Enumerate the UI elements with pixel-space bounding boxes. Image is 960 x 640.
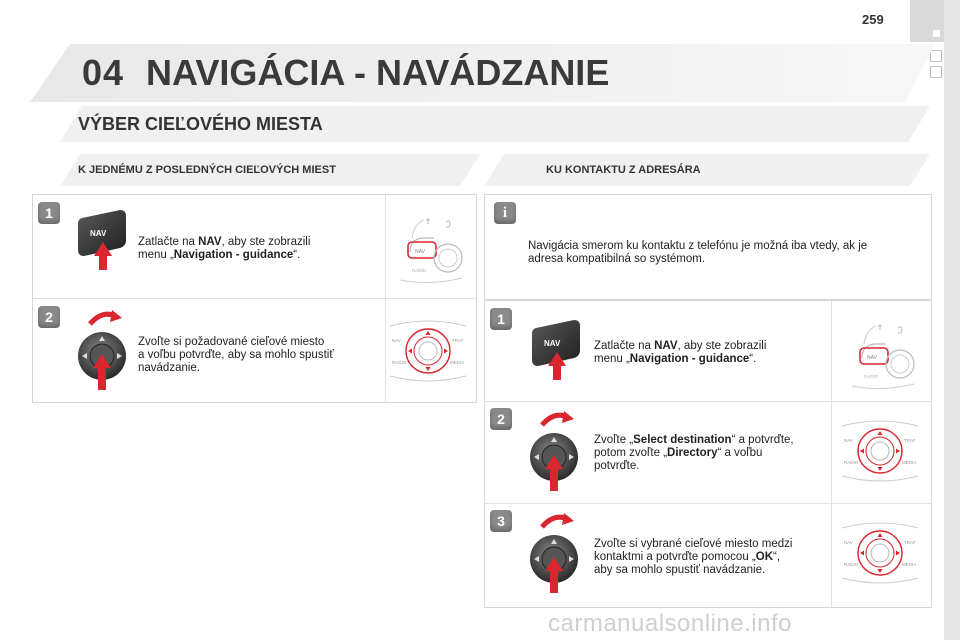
control-panel-illustration bbox=[386, 318, 470, 384]
step-number-badge: 2 bbox=[38, 306, 60, 328]
chapter-number: 04 bbox=[82, 52, 125, 93]
nav-button-press-icon bbox=[76, 206, 130, 272]
step-number-badge: 3 bbox=[490, 510, 512, 532]
nav-panel-illustration bbox=[840, 318, 920, 390]
right-step-2-text: Zvoľte „Select destination“ a potvrďte, potom zvoľte „Directory“ a voľbu potvrďte. bbox=[594, 434, 794, 472]
svg-text:MEDIA: MEDIA bbox=[902, 562, 917, 567]
left-step-1-text: Zatlačte na NAV, aby ste zobrazili menu „Navigation - guidance“. bbox=[138, 236, 311, 261]
svg-text:RADIO: RADIO bbox=[412, 268, 427, 273]
svg-text:NAV: NAV bbox=[90, 229, 107, 238]
step-number-badge: 1 bbox=[38, 202, 60, 224]
info-text: Navigácia smerom ku kontaktu z telefónu je možná iba vtedy, ak je adresa kompatibilná so systémom. bbox=[528, 240, 868, 265]
page-corner-tab bbox=[910, 0, 944, 42]
svg-text:NAV: NAV bbox=[867, 355, 877, 361]
svg-text:RADIO: RADIO bbox=[844, 460, 859, 465]
page-number: 259 bbox=[862, 12, 884, 27]
svg-text:MEDIA: MEDIA bbox=[902, 460, 917, 465]
svg-text:NAV: NAV bbox=[844, 540, 853, 545]
chapter-title: NAVIGÁCIA - NAVÁDZANIE bbox=[146, 52, 610, 93]
info-icon: i bbox=[494, 202, 516, 224]
left-heading: K JEDNÉMU Z POSLEDNÝCH CIEĽOVÝCH MIEST bbox=[78, 164, 336, 176]
left-step-2-text: Zvoľte si požadované cieľové miesto a voľbu potvrďte, aby sa mohlo spustiť navádzanie. bbox=[138, 336, 334, 374]
rotary-knob-press-icon bbox=[68, 310, 138, 392]
control-panel-illustration bbox=[838, 520, 922, 586]
right-step-3-text: Zvoľte si vybrané cieľové miesto medzi kontaktmi a potvrďte pomocou „OK“, aby sa mohlo spustiť navádzanie. bbox=[594, 538, 793, 576]
svg-text:NAV: NAV bbox=[392, 338, 401, 343]
control-panel-illustration bbox=[838, 418, 922, 484]
section-title: VÝBER CIEĽOVÉHO MIESTA bbox=[78, 114, 323, 134]
svg-text:TRAF: TRAF bbox=[904, 540, 916, 545]
svg-text:NAV: NAV bbox=[544, 339, 561, 348]
svg-text:TRAF: TRAF bbox=[452, 338, 464, 343]
right-heading: KU KONTAKTU Z ADRESÁRA bbox=[546, 164, 701, 176]
rotary-knob-press-icon bbox=[520, 410, 590, 494]
svg-text:NAV: NAV bbox=[844, 438, 853, 443]
right-step-1-text: Zatlačte na NAV, aby ste zobrazili menu „Navigation - guidance“. bbox=[594, 340, 767, 365]
svg-text:NAV: NAV bbox=[415, 249, 425, 255]
page-side-strip bbox=[944, 0, 960, 640]
step-number-badge: 1 bbox=[490, 308, 512, 330]
step-number-badge: 2 bbox=[490, 408, 512, 430]
svg-text:RADIO: RADIO bbox=[864, 374, 879, 379]
svg-text:RADIO: RADIO bbox=[392, 360, 407, 365]
watermark: carmanualsonline.info bbox=[548, 610, 792, 637]
svg-text:RADIO: RADIO bbox=[844, 562, 859, 567]
svg-text:TRAF: TRAF bbox=[904, 438, 916, 443]
rotary-knob-press-icon bbox=[520, 512, 590, 596]
svg-text:MEDIA: MEDIA bbox=[450, 360, 465, 365]
nav-button-press-icon bbox=[530, 316, 584, 382]
nav-panel-illustration bbox=[390, 212, 466, 284]
